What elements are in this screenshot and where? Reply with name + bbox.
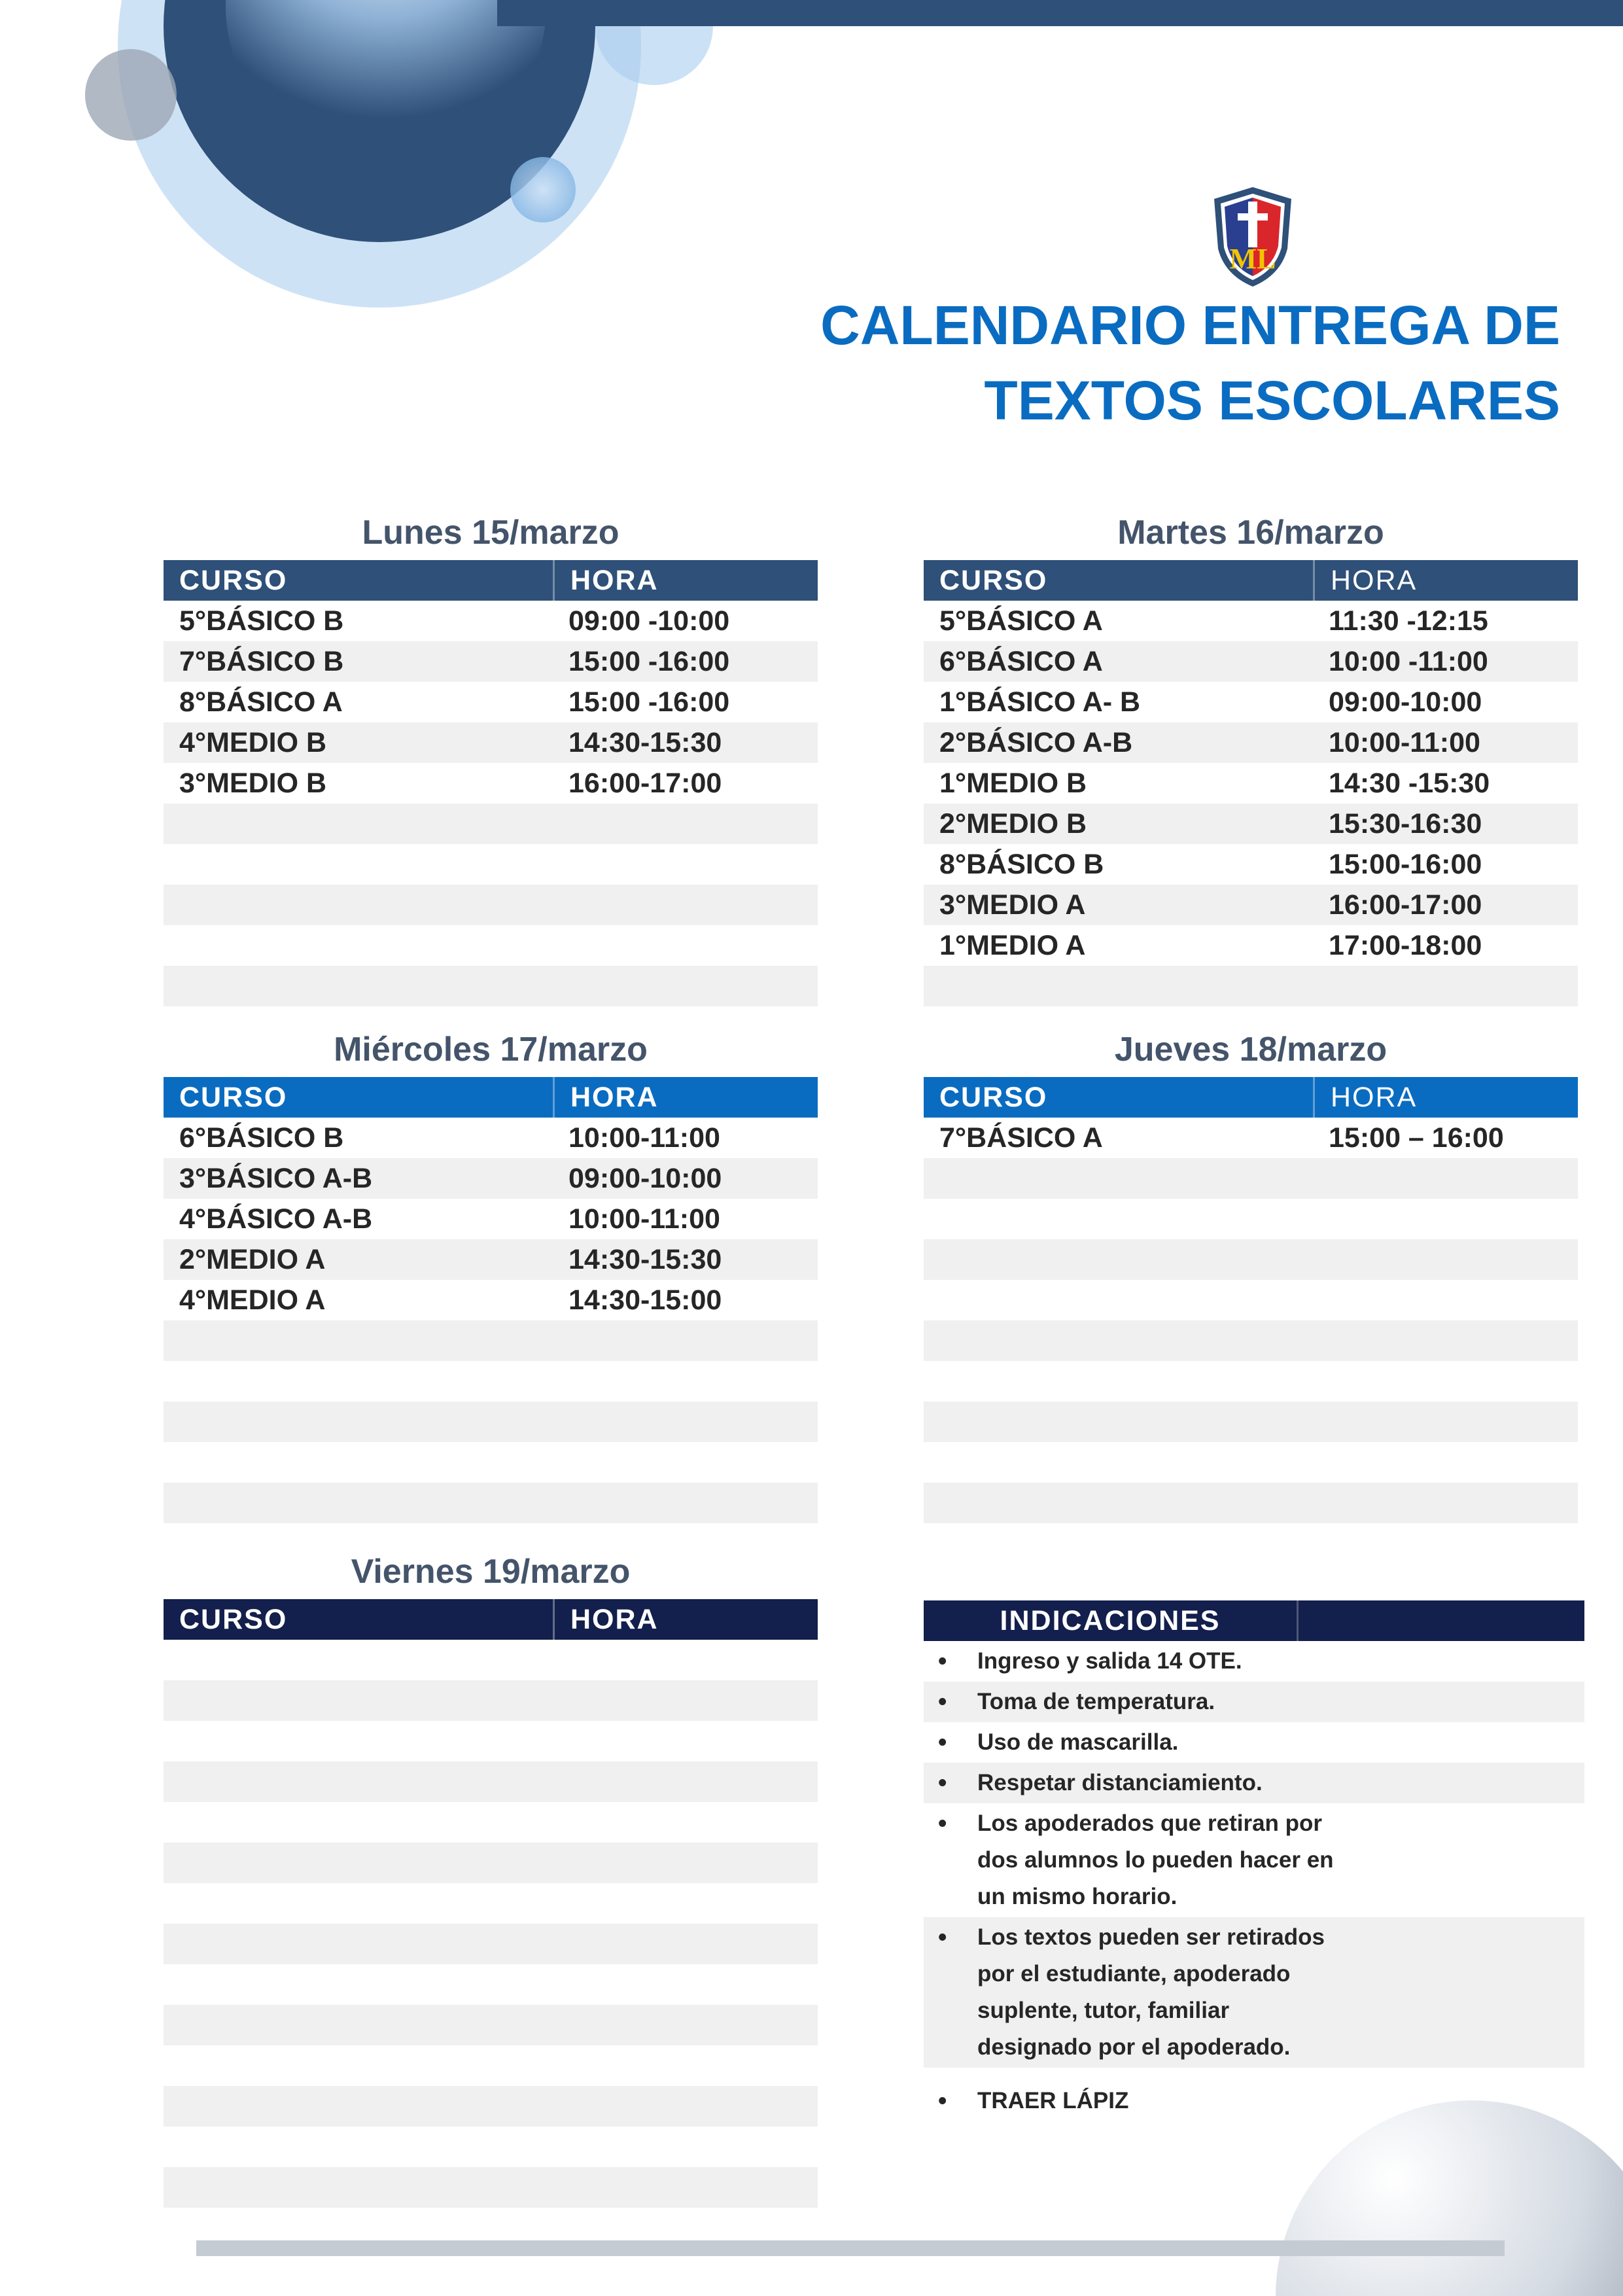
cell-hora (553, 1640, 818, 1680)
title-line-2: TEXTOS ESCOLARES (984, 370, 1560, 431)
bullet-icon: • (938, 1729, 947, 1756)
cell-curso (164, 2005, 553, 2045)
header-hora: HORA (553, 560, 818, 601)
cell-curso (164, 885, 553, 925)
cell-hora (553, 2005, 818, 2045)
cell-curso (164, 2167, 553, 2208)
table-body (164, 1118, 818, 1523)
cell-hora (1313, 1442, 1578, 1483)
cell-hora (1313, 1361, 1578, 1402)
cell-hora: 15:00 – 16:00 (1329, 1122, 1504, 1154)
header-curso: CURSO (179, 1604, 288, 1635)
cell-curso: 6°BÁSICO A (939, 646, 1103, 677)
table-body (924, 601, 1578, 1006)
bullet-icon: • (938, 1810, 947, 1837)
list-item (924, 1682, 1584, 1722)
bullet-icon: • (938, 1769, 947, 1797)
cell-hora (1313, 1320, 1578, 1361)
cell-hora: 15:00 -16:00 (568, 646, 730, 677)
table-body (924, 1118, 1578, 1523)
table-row (924, 1239, 1578, 1280)
cell-curso: 2°MEDIO A (179, 1244, 326, 1275)
cell-hora (553, 2167, 818, 2208)
cell-curso (164, 1761, 553, 1802)
cell-hora (553, 2045, 818, 2086)
header-curso: CURSO (939, 1082, 1048, 1113)
cell-curso: 2°MEDIO B (939, 808, 1087, 839)
cell-curso: 1°MEDIO A (939, 930, 1086, 961)
cell-curso: 1°BÁSICO A- B (939, 686, 1141, 718)
header-curso: CURSO (179, 1082, 288, 1113)
table-row (924, 722, 1578, 763)
table-header (924, 560, 1578, 601)
cell-curso (164, 1361, 553, 1402)
cell-curso: 7°BÁSICO A (939, 1122, 1103, 1154)
cell-curso (164, 1924, 553, 1964)
cell-hora (553, 1320, 818, 1361)
table-row (164, 1239, 818, 1280)
cell-curso: 4°MEDIO A (179, 1284, 326, 1316)
cell-curso (924, 1442, 1313, 1483)
schedule-miercoles (164, 1029, 818, 1523)
cell-curso (164, 1483, 553, 1523)
table-row (164, 2045, 818, 2086)
indicaciones-title: INDICACIONES (1000, 1605, 1221, 1636)
cell-curso (164, 2086, 553, 2127)
cell-hora (553, 2086, 818, 2127)
table-row (164, 1721, 818, 1761)
table-row (924, 1442, 1578, 1483)
table-row (164, 2005, 818, 2045)
cell-curso (164, 925, 553, 966)
cell-hora: 09:00-10:00 (1329, 686, 1482, 718)
header-curso: CURSO (939, 565, 1048, 596)
table-row (164, 1402, 818, 1442)
cell-hora: 10:00-11:00 (568, 1122, 720, 1154)
cell-curso (164, 2127, 553, 2167)
cell-curso: 2°BÁSICO A-B (939, 727, 1133, 758)
indicacion-text: Los apoderados que retiran por dos alumnos lo pueden hacer en un mismo horario. (977, 1810, 1334, 1909)
table-row (164, 1320, 818, 1361)
table-row (164, 966, 818, 1006)
cell-hora (553, 804, 818, 844)
list-item (924, 1641, 1584, 1682)
table-row (164, 1442, 818, 1483)
cell-curso: 8°BÁSICO B (939, 849, 1104, 880)
indicacion-text: Ingreso y salida 14 OTE. (977, 1648, 1242, 1674)
page-title (644, 288, 1560, 438)
header-hora: HORA (1313, 560, 1578, 601)
bullet-icon: • (938, 1688, 947, 1716)
day-title: Jueves 18/marzo (1114, 1031, 1387, 1069)
table-row (164, 1280, 818, 1320)
table-row (924, 763, 1578, 804)
indicacion-text: Uso de mascarilla. (977, 1729, 1179, 1755)
cell-hora (553, 1924, 818, 1964)
table-row (164, 682, 818, 722)
cell-hora: 09:00 -10:00 (568, 605, 730, 637)
cell-curso (164, 1802, 553, 1843)
indicaciones-header (924, 1600, 1584, 1641)
cell-hora: 16:00-17:00 (568, 768, 722, 799)
cell-curso (924, 1402, 1313, 1442)
table-row (164, 925, 818, 966)
table-row (164, 844, 818, 885)
cell-curso (164, 1883, 553, 1924)
schedule-jueves (924, 1029, 1578, 1523)
cell-hora: 15:00 -16:00 (568, 686, 730, 718)
decorative-circle-bottom (1197, 2081, 1623, 2296)
indicaciones-panel (924, 1600, 1584, 2121)
cell-curso: 5°BÁSICO A (939, 605, 1103, 637)
cell-curso (924, 1361, 1313, 1402)
header-hora: HORA (553, 1599, 818, 1640)
table-row (164, 763, 818, 804)
cell-curso (164, 2045, 553, 2086)
cell-curso: 4°MEDIO B (179, 727, 327, 758)
day-title: Lunes 15/marzo (362, 514, 620, 552)
table-row (924, 966, 1578, 1006)
cell-hora (553, 1843, 818, 1883)
table-row (164, 885, 818, 925)
logo-text: ML (1229, 243, 1276, 275)
cell-curso (164, 1680, 553, 1721)
cell-curso: 4°BÁSICO A-B (179, 1203, 373, 1235)
list-item (924, 1763, 1584, 1803)
table-row (924, 804, 1578, 844)
cell-hora (553, 1361, 818, 1402)
bullet-icon: • (938, 1924, 947, 1951)
table-row (164, 1680, 818, 1721)
table-row (164, 1158, 818, 1199)
cell-curso (164, 966, 553, 1006)
cell-hora: 11:30 -12:15 (1329, 605, 1488, 637)
cell-hora: 17:00-18:00 (1329, 930, 1482, 961)
cell-curso (164, 1964, 553, 2005)
cell-hora: 09:00-10:00 (568, 1163, 722, 1194)
cell-hora (553, 1483, 818, 1523)
cell-curso: 3°MEDIO A (939, 889, 1086, 921)
cell-hora: 10:00-11:00 (568, 1203, 720, 1235)
table-row (164, 722, 818, 763)
table-header (164, 560, 818, 601)
day-title: Miércoles 17/marzo (334, 1031, 648, 1069)
cell-curso (924, 1199, 1313, 1239)
table-row (924, 925, 1578, 966)
header-hora: HORA (1313, 1077, 1578, 1118)
table-row (924, 1199, 1578, 1239)
table-row (164, 641, 818, 682)
table-header (164, 1077, 818, 1118)
table-row (924, 601, 1578, 641)
decorative-circles-top (65, 0, 733, 308)
cell-curso (164, 1402, 553, 1442)
cell-hora: 14:30-15:30 (568, 1244, 722, 1275)
cell-hora (553, 1402, 818, 1442)
cell-curso: 7°BÁSICO B (179, 646, 344, 677)
table-row (924, 1280, 1578, 1320)
cell-hora (553, 1761, 818, 1802)
cell-hora: 10:00 -11:00 (1329, 646, 1488, 677)
cell-curso (924, 1280, 1313, 1320)
cell-curso (164, 1320, 553, 1361)
table-row (924, 1483, 1578, 1523)
cell-curso: 1°MEDIO B (939, 768, 1087, 799)
cell-hora: 14:30-15:30 (568, 727, 722, 758)
schedule-lunes (164, 512, 818, 1006)
table-row (164, 1843, 818, 1883)
table-row (164, 1964, 818, 2005)
cell-curso (924, 1239, 1313, 1280)
cell-curso (924, 1320, 1313, 1361)
table-body (164, 601, 818, 1006)
day-title: Viernes 19/marzo (351, 1553, 631, 1591)
list-item (924, 1803, 1584, 1917)
table-row (164, 1761, 818, 1802)
cell-hora (553, 1721, 818, 1761)
table-row (164, 1640, 818, 1680)
table-row (924, 1320, 1578, 1361)
cell-hora (553, 885, 818, 925)
table-row (164, 1483, 818, 1523)
cell-hora (553, 1680, 818, 1721)
cell-hora (553, 966, 818, 1006)
deco-circle-bottom-shape (1276, 2100, 1623, 2296)
cell-curso (164, 804, 553, 844)
list-item (924, 1722, 1584, 1763)
cell-curso: 8°BÁSICO A (179, 686, 343, 718)
table-row (164, 1199, 818, 1239)
cell-curso (164, 1843, 553, 1883)
cell-hora: 15:30-16:30 (1329, 808, 1482, 839)
table-row (924, 1402, 1578, 1442)
table-row (164, 1361, 818, 1402)
cell-hora (553, 1964, 818, 2005)
deco-circle-small (510, 157, 576, 222)
table-header (924, 1077, 1578, 1118)
table-row (924, 1118, 1578, 1158)
cell-curso (924, 1483, 1313, 1523)
cell-curso (924, 966, 1313, 1006)
table-row (164, 1883, 818, 1924)
deco-circle-gray (85, 49, 177, 141)
bottom-bar (196, 2240, 1505, 2256)
table-row (164, 1802, 818, 1843)
indicaciones-header-spacer (1297, 1600, 1584, 1641)
cell-hora (553, 844, 818, 885)
cell-hora (1313, 966, 1578, 1006)
cell-hora: 10:00-11:00 (1329, 727, 1480, 758)
indicacion-text: Respetar distanciamiento. (977, 1770, 1263, 1795)
indicacion-text: TRAER LÁPIZ (977, 2088, 1129, 2113)
table-row (164, 601, 818, 641)
cell-curso (924, 1158, 1313, 1199)
indicacion-text: Toma de temperatura. (977, 1689, 1215, 1714)
day-title: Martes 16/marzo (1117, 514, 1384, 552)
cell-hora (1313, 1280, 1578, 1320)
table-row (924, 844, 1578, 885)
table-row (164, 804, 818, 844)
cell-curso (164, 844, 553, 885)
cell-hora (1313, 1199, 1578, 1239)
indicaciones-list (924, 1641, 1584, 2121)
title-line-1: CALENDARIO ENTREGA DE (820, 294, 1560, 356)
cell-hora: 15:00-16:00 (1329, 849, 1482, 880)
cell-curso: 5°BÁSICO B (179, 605, 344, 637)
table-row (164, 2086, 818, 2127)
header-hora: HORA (553, 1077, 818, 1118)
list-item (924, 1917, 1584, 2068)
cell-hora (553, 1883, 818, 1924)
cell-hora (553, 925, 818, 966)
cell-hora: 14:30 -15:30 (1329, 768, 1490, 799)
cell-curso: 6°BÁSICO B (179, 1122, 344, 1154)
header-curso: CURSO (179, 565, 288, 596)
cell-curso (164, 1721, 553, 1761)
table-body (164, 1640, 818, 2208)
cell-hora: 14:30-15:00 (568, 1284, 722, 1316)
cell-curso: 3°BÁSICO A-B (179, 1163, 373, 1194)
table-row (924, 885, 1578, 925)
school-shield-logo (1210, 185, 1295, 289)
table-row (164, 2127, 818, 2167)
cell-hora (553, 1442, 818, 1483)
table-row (164, 1924, 818, 1964)
bullet-icon: • (938, 1648, 947, 1675)
cell-curso (164, 1442, 553, 1483)
table-row (924, 641, 1578, 682)
cell-hora (553, 2127, 818, 2167)
bullet-icon: • (938, 2087, 947, 2115)
cell-curso (164, 1640, 553, 1680)
table-row (924, 1158, 1578, 1199)
schedule-martes (924, 512, 1578, 1006)
table-row (924, 682, 1578, 722)
cell-hora (553, 1802, 818, 1843)
table-row (164, 1118, 818, 1158)
cell-hora: 16:00-17:00 (1329, 889, 1482, 921)
cell-hora (1313, 1483, 1578, 1523)
table-row (924, 1361, 1578, 1402)
cell-hora (1313, 1239, 1578, 1280)
indicacion-text: Los textos pueden ser retirados por el estudiante, apoderado suplente, tutor, familiar designado por el apoderado. (977, 1924, 1325, 2060)
cell-hora (1313, 1402, 1578, 1442)
table-header (164, 1599, 818, 1640)
cell-curso: 3°MEDIO B (179, 768, 327, 799)
top-bar (497, 0, 1623, 26)
table-row (164, 2167, 818, 2208)
schedule-viernes (164, 1551, 818, 2208)
cell-hora (1313, 1158, 1578, 1199)
